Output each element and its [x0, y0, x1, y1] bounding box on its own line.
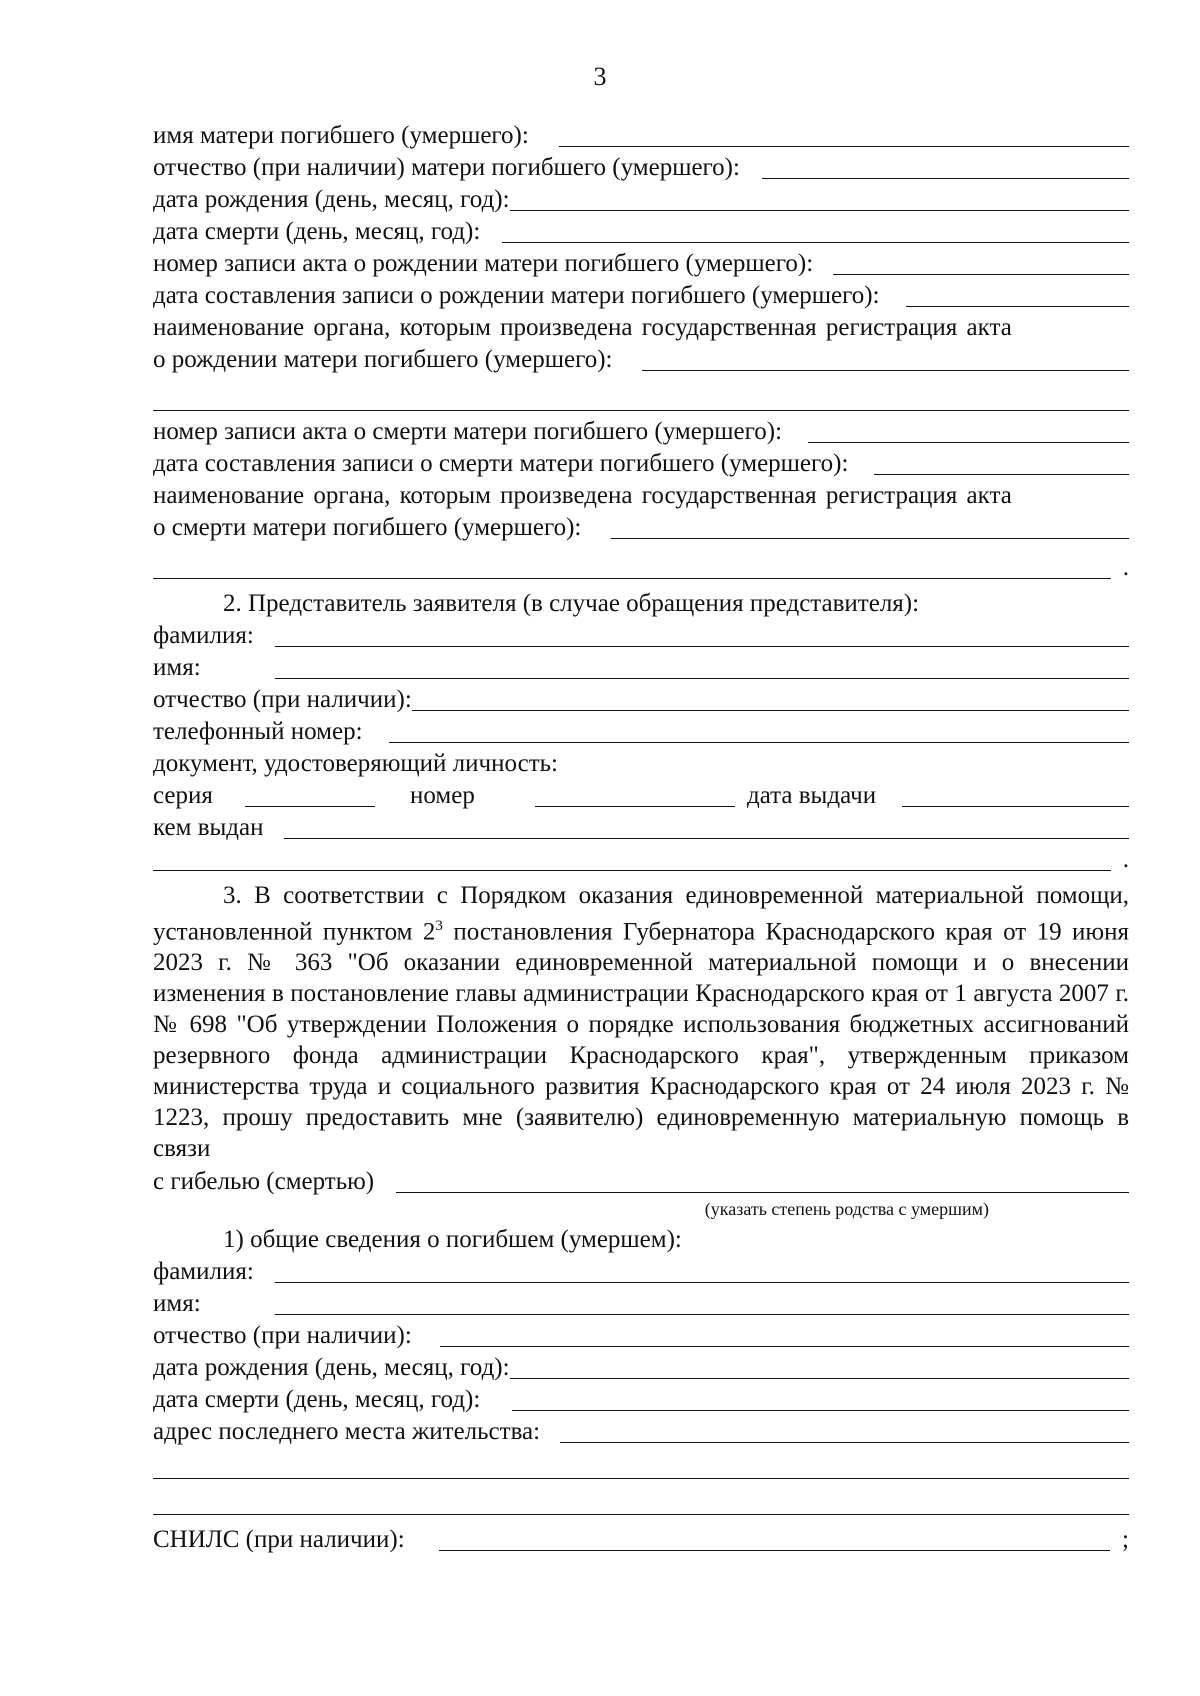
rep-phone-row [153, 714, 1129, 746]
rep-patronymic-row [153, 682, 1129, 714]
mother-birth-date-row [153, 182, 1129, 214]
mother-patronymic-label: отчество (при наличии) матери погибшего (умершего): [153, 154, 740, 181]
mother-birth-record-date-label: дата составления записи о рождении матери погибшего (умершего): [153, 282, 880, 309]
rep-phone-field[interactable] [389, 718, 1129, 743]
mother-first-name-field[interactable] [559, 122, 1129, 147]
mother-first-name-label: имя матери погибшего (умершего): [153, 122, 529, 149]
mother-section-end-mark: . [1122, 554, 1129, 581]
deceased-address-label: адрес последнего места жительства: [153, 1418, 541, 1446]
mother-death-reg-body-row2 [153, 510, 1129, 542]
deceased-section-end-mark: ; [1122, 1526, 1129, 1554]
request-relationship-field[interactable] [396, 1168, 1129, 1193]
rep-first-name-row [153, 650, 1129, 682]
deceased-snils-field[interactable] [439, 1526, 1110, 1551]
deceased-first-name-row [153, 1286, 1129, 1318]
deceased-address-extra-line-2 [153, 1482, 1129, 1518]
deceased-first-name-label: имя: [153, 1290, 201, 1318]
rep-issued-by-row [153, 810, 1129, 842]
mother-death-date-field[interactable] [502, 218, 1129, 243]
rep-number-field[interactable] [535, 782, 735, 807]
rep-issued-by-label: кем выдан [153, 814, 264, 841]
rep-issued-by-field-2[interactable] [153, 846, 1111, 871]
rep-series-field[interactable] [245, 782, 375, 807]
deceased-heading-row [153, 1222, 1129, 1254]
rep-document-details-row [153, 778, 1129, 810]
mother-death-record-no-field[interactable] [808, 418, 1129, 443]
deceased-birth-date-field[interactable] [510, 1354, 1129, 1379]
rep-surname-label: фамилия: [153, 622, 254, 649]
mother-death-reg-body-field-2[interactable] [153, 554, 1111, 579]
mother-death-reg-body-label-2: о смерти матери погибшего (умершего): [153, 514, 582, 541]
rep-series-label: серия [153, 782, 213, 809]
mother-patronymic-field[interactable] [762, 154, 1129, 179]
rep-id-document-row [153, 746, 1129, 778]
request-sup: 3 [435, 918, 443, 934]
deceased-patronymic-label: отчество (при наличии): [153, 1322, 412, 1350]
rep-first-name-label: имя: [153, 654, 201, 681]
deceased-address-field-3[interactable] [153, 1490, 1129, 1515]
deceased-surname-row [153, 1254, 1129, 1286]
deceased-address-extra-line-1 [153, 1446, 1129, 1482]
representative-heading-row [153, 582, 1129, 618]
deceased-birth-date-row [153, 1350, 1129, 1382]
rep-issue-date-label: дата выдачи [747, 782, 877, 809]
mother-death-date-row [153, 214, 1129, 246]
rep-patronymic-label: отчество (при наличии): [153, 686, 412, 713]
rep-surname-row [153, 618, 1129, 650]
mother-birth-reg-body-extra-line [153, 374, 1129, 414]
mother-birth-reg-body-label-2: о рождении матери погибшего (умершего): [153, 346, 613, 373]
mother-birth-record-date-row [153, 278, 1129, 310]
mother-death-reg-body-extra-line [153, 542, 1129, 582]
mother-birth-record-no-label: номер записи акта о рождении матери погибшего (умершего): [153, 250, 814, 277]
page-number: 3 [593, 62, 607, 91]
mother-birth-date-label: дата рождения (день, месяц, год): [153, 186, 510, 213]
mother-birth-reg-body-field-2[interactable] [153, 386, 1129, 411]
deceased-death-date-field[interactable] [512, 1386, 1129, 1411]
mother-death-record-no-label: номер записи акта о смерти матери погибшего (умершего): [153, 418, 783, 445]
rep-phone-label: телефонный номер: [153, 718, 363, 745]
rep-id-document-label: документ, удостоверяющий личность: [153, 750, 558, 777]
rep-issued-by-extra-line [153, 842, 1129, 874]
mother-death-reg-body-row1 [153, 478, 1129, 510]
rep-issue-date-field[interactable] [902, 782, 1129, 807]
rep-issued-by-field[interactable] [284, 814, 1130, 839]
mother-birth-reg-body-row2 [153, 342, 1129, 374]
mother-birth-reg-body-field[interactable] [642, 346, 1129, 371]
mother-death-record-date-row [153, 446, 1129, 478]
relationship-hint: (указать степень родства с умершим) [704, 1199, 989, 1220]
mother-birth-record-date-field[interactable] [906, 282, 1129, 307]
mother-patronymic-row [153, 150, 1129, 182]
deceased-death-date-label: дата смерти (день, месяц, год): [153, 1386, 481, 1414]
deceased-surname-label: фамилия: [153, 1258, 254, 1286]
deceased-death-date-row [153, 1382, 1129, 1414]
mother-birth-record-no-field[interactable] [833, 250, 1129, 275]
request-text-part2: постановления Губернатора Краснодарского края от 19 июня 2023 г. № 363 "Об оказании единовременной материальной помощи и о внесении изменения в постановление главы администрации Краснодарского края от 1 августа 2007 г. № 698 "Об утверждении Положения о порядке использования бюджетных ассигнований резервного фонда администрации Краснодарского края", утвержденным приказом министерства труда и социального развития Краснодарского края от 24 июля 2023 г. № 1223, прошу предоставить мне (заявителю) единовременную материальную помощь в связи [153, 918, 1129, 1163]
mother-death-reg-body-label-1: наименование органа, которым произведена государственная регистрация акта [153, 482, 1012, 509]
deceased-snils-label: СНИЛС (при наличии): [153, 1526, 405, 1554]
mother-birth-record-no-row [153, 246, 1129, 278]
mother-death-record-no-row [153, 414, 1129, 446]
mother-birth-reg-body-row1 [153, 310, 1129, 342]
rep-surname-field[interactable] [275, 622, 1129, 647]
mother-death-record-date-label: дата составления записи о смерти матери погибшего (умершего): [153, 450, 849, 477]
deceased-patronymic-row [153, 1318, 1129, 1350]
rep-number-label: номер [410, 782, 475, 809]
form-body [153, 118, 1129, 1554]
deceased-snils-row [153, 1518, 1129, 1554]
representative-heading: 2. Представитель заявителя (в случае обращения представителя): [223, 590, 920, 617]
deceased-patronymic-field[interactable] [440, 1322, 1129, 1347]
request-death-line-label: с гибелью (смертью) [153, 1168, 375, 1196]
deceased-address-field[interactable] [560, 1418, 1129, 1443]
request-text-part1: 3. В соответствии с Порядком оказания единовременной материальной помощи, установленной пунктом 2 [153, 882, 1129, 946]
rep-first-name-field[interactable] [275, 654, 1129, 679]
request-paragraph [153, 880, 1129, 1164]
request-death-line-row [153, 1164, 1129, 1196]
mother-death-date-label: дата смерти (день, месяц, год): [153, 218, 481, 245]
rep-patronymic-field[interactable] [412, 686, 1129, 711]
deceased-address-field-2[interactable] [153, 1454, 1129, 1479]
deceased-first-name-field[interactable] [275, 1290, 1129, 1315]
mother-birth-reg-body-label-1: наименование органа, которым произведена государственная регистрация акта [153, 314, 1012, 341]
deceased-birth-date-label: дата рождения (день, месяц, год): [153, 1354, 510, 1382]
deceased-heading: 1) общие сведения о погибшем (умершем): [223, 1226, 682, 1254]
mother-death-record-date-field[interactable] [874, 450, 1129, 475]
rep-section-end-mark: . [1122, 846, 1129, 873]
mother-birth-date-field[interactable] [510, 186, 1129, 211]
mother-death-reg-body-field[interactable] [611, 514, 1129, 539]
deceased-surname-field[interactable] [275, 1258, 1129, 1283]
deceased-address-row [153, 1414, 1129, 1446]
mother-first-name-row [153, 118, 1129, 150]
